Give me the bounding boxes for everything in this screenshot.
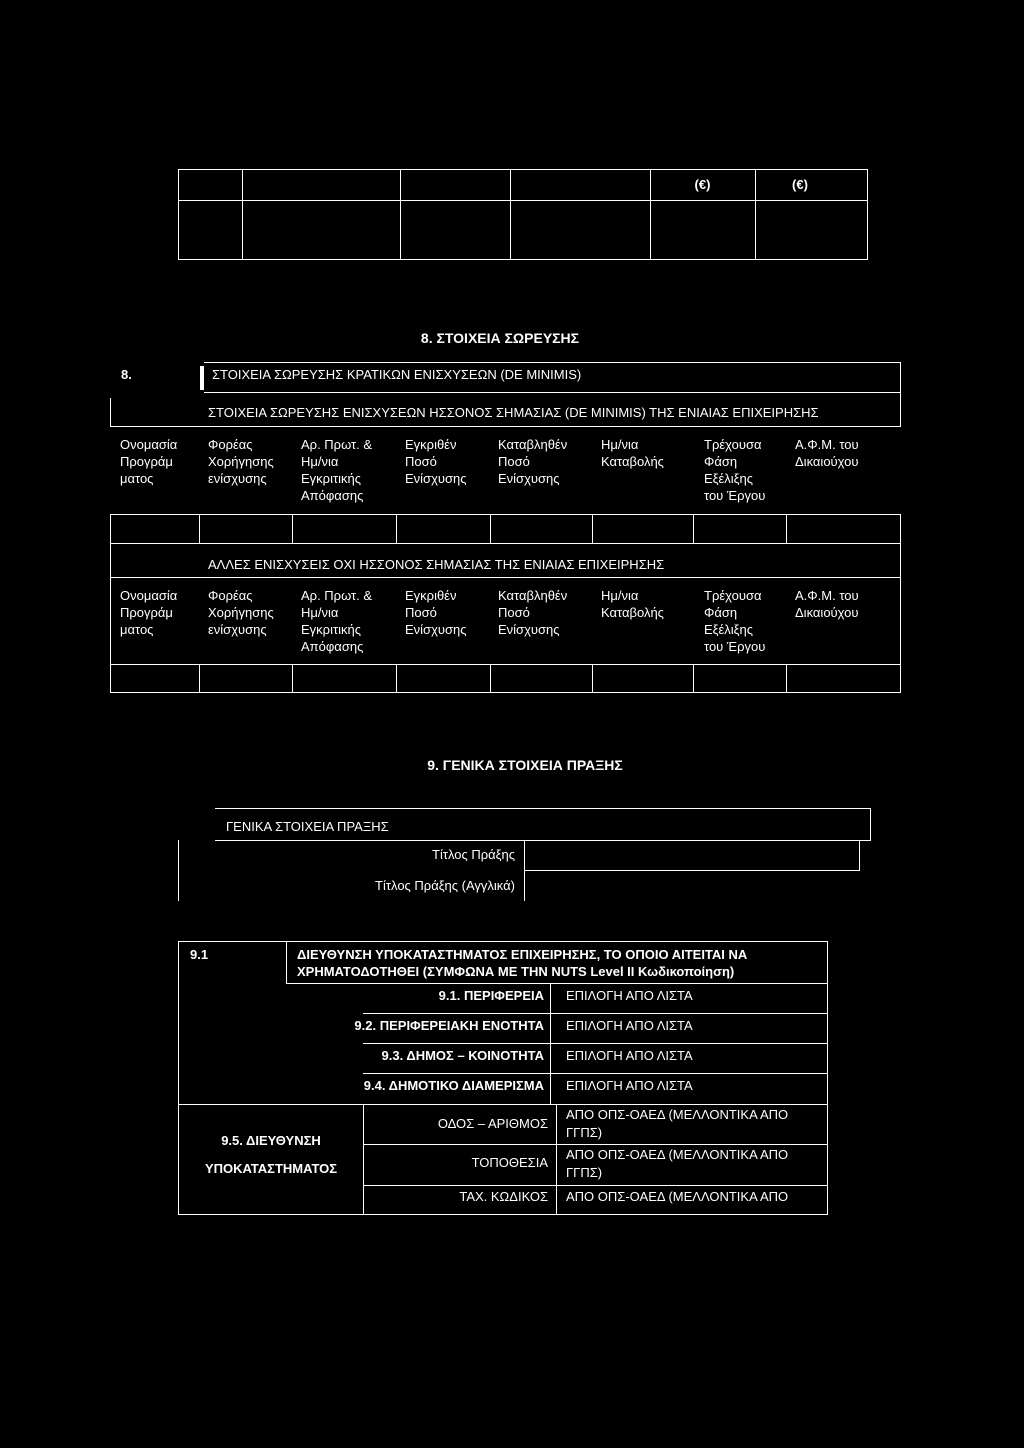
regional-unit-select[interactable]: ΕΠΙΛΟΓΗ ΑΠΟ ΛΙΣΤΑ — [566, 1018, 693, 1033]
col-eur-header: (€) — [694, 177, 711, 192]
col-beneficiary-vat: Α.Φ.Μ. του Δικαιούχου — [795, 437, 859, 469]
col-paid-amount: Καταβληθέν Ποσό Ενίσχυσης — [498, 437, 568, 486]
postal-code-value: ΑΠΟ ΟΠΣ-ΟΑΕΔ (ΜΕΛΛΟΝΤΙΚΑ ΑΠΟ — [566, 1189, 789, 1204]
col-grantor: Φορέας Χορήγησης ενίσχυσης — [208, 588, 274, 637]
section-8-title: ΣΤΟΙΧΕΙΑ ΣΩΡΕΥΣΗΣ ΚΡΑΤΙΚΩΝ ΕΝΙΣΧΥΣΕΩΝ (DE MINIMIS) — [212, 367, 582, 382]
section-91-number: 9.1 — [190, 947, 209, 962]
branch-address-label: 9.5. ΔΙΕΥΘΥΝΣΗ ΥΠΟΚΑΤΑΣΤΗΜΑΤΟΣ — [204, 1133, 338, 1176]
section-91-title: ΔΙΕΥΘΥΝΣΗ ΥΠΟΚΑΤΑΣΤΗΜΑΤΟΣ ΕΠΙΧΕΙΡΗΣΗΣ, ΤΟ ΟΠΟΙΟ ΑΙΤΕΙΤΑΙ ΝΑ ΧΡΗΜΑΤΟΔΟΤΗΘΕΙ (ΣΥΜΦΩΝΑ ΜΕ ΤΗΝ NUTS Level II Κωδικοποίηση) — [297, 947, 748, 979]
municipality-label: 9.3. ΔΗΜΟΣ – ΚΟΙΝΟΤΗΤΑ — [381, 1048, 544, 1063]
section-8-number: 8. — [121, 367, 132, 382]
col-eur-header: (€) — [792, 177, 808, 192]
municipal-district-label: 9.4. ΔΗΜΟΤΙΚΟ ΔΙΑΜΕΡΙΣΜΑ — [363, 1078, 544, 1093]
col-decision: Αρ. Πρωτ. & Ημ/νια Εγκριτικής Απόφασης — [301, 588, 373, 654]
street-number-value: ΑΠΟ ΟΠΣ-ΟΑΕΔ (ΜΕΛΛΟΝΤΙΚΑ ΑΠΟ ΓΓΠΣ) — [566, 1107, 789, 1140]
street-number-label: ΟΔΟΣ – ΑΡΙΘΜΟΣ — [437, 1116, 548, 1131]
municipality-select[interactable]: ΕΠΙΛΟΓΗ ΑΠΟ ΛΙΣΤΑ — [566, 1048, 693, 1063]
col-program-name: Ονομασία Προγράμ ματος — [120, 437, 178, 486]
col-project-phase: Τρέχουσα Φάση Εξέλιξης του Έργου — [704, 437, 766, 503]
region-select[interactable]: ΕΠΙΛΟΓΗ ΑΠΟ ΛΙΣΤΑ — [566, 988, 693, 1003]
col-beneficiary-vat: Α.Φ.Μ. του Δικαιούχου — [795, 588, 859, 620]
col-approved-amount: Εγκριθέν Ποσό Ενίσχυσης — [405, 588, 467, 637]
col-grantor: Φορέας Χορήγησης ενίσχυσης — [208, 437, 274, 486]
col-payment-date: Ημ/νια Καταβολής — [601, 588, 664, 620]
col-approved-amount: Εγκριθέν Ποσό Ενίσχυσης — [405, 437, 467, 486]
municipal-district-select[interactable]: ΕΠΙΛΟΓΗ ΑΠΟ ΛΙΣΤΑ — [566, 1078, 693, 1093]
project-title-en-label: Τίτλος Πράξης (Αγγλικά) — [375, 878, 515, 893]
col-program-name: Ονομασία Προγράμ ματος — [120, 588, 178, 637]
col-paid-amount: Καταβληθέν Ποσό Ενίσχυσης — [498, 588, 568, 637]
deminimis-subtitle: ΣΤΟΙΧΕΙΑ ΣΩΡΕΥΣΗΣ ΕΝΙΣΧΥΣΕΩΝ ΗΣΣΟΝΟΣ ΣΗΜΑΣΙΑΣ (DE MINIMIS) ΤΗΣ ΕΝΙΑΙΑΣ ΕΠΙΧΕΙΡΗΣΗΣ — [208, 405, 819, 420]
project-title-label: Τίτλος Πράξης — [432, 847, 515, 862]
col-project-phase: Τρέχουσα Φάση Εξέλιξης του Έργου — [704, 588, 766, 654]
other-aid-subtitle: ΑΛΛΕΣ ΕΝΙΣΧΥΣΕΙΣ ΟΧΙ ΗΣΣΟΝΟΣ ΣΗΜΑΣΙΑΣ ΤΗΣ ΕΝΙΑΙΑΣ ΕΠΙΧΕΙΡΗΣΗΣ — [208, 557, 665, 572]
general-info-title: ΓΕΝΙΚΑ ΣΤΟΙΧΕΙΑ ΠΡΑΞΗΣ — [226, 819, 389, 834]
col-decision: Αρ. Πρωτ. & Ημ/νια Εγκριτικής Απόφασης — [301, 437, 373, 503]
section-8-heading: 8. ΣΤΟΙΧΕΙΑ ΣΩΡΕΥΣΗΣ — [420, 330, 580, 346]
region-label: 9.1. ΠΕΡΙΦΕΡΕΙΑ — [438, 988, 544, 1003]
regional-unit-label: 9.2. ΠΕΡΙΦΕΡΕΙΑΚΗ ΕΝΟΤΗΤΑ — [354, 1018, 544, 1033]
location-value: ΑΠΟ ΟΠΣ-ΟΑΕΔ (ΜΕΛΛΟΝΤΙΚΑ ΑΠΟ ΓΓΠΣ) — [566, 1147, 789, 1180]
col-payment-date: Ημ/νια Καταβολής — [601, 437, 664, 469]
section-9-heading: 9. ΓΕΝΙΚΑ ΣΤΟΙΧΕΙΑ ΠΡΑΞΗΣ — [427, 757, 623, 773]
postal-code-label: ΤΑΧ. ΚΩΔΙΚΟΣ — [459, 1189, 548, 1204]
location-label: ΤΟΠΟΘΕΣΙΑ — [471, 1155, 548, 1170]
